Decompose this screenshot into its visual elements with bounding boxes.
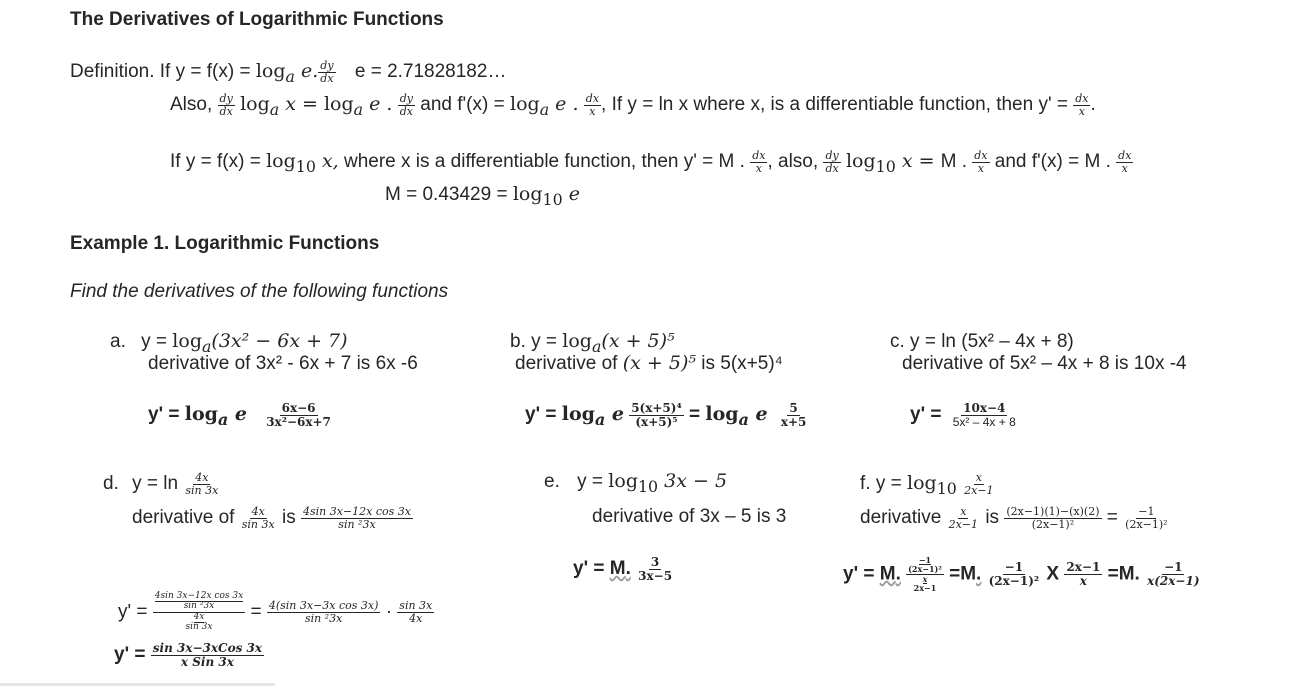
dx-x-fraction: $\frac{dx}{x}$: [585, 92, 600, 118]
dx-x-fraction: $\frac{dx}{x}$: [1075, 92, 1089, 118]
answer-e: y' = M. $\frac{3}{3x-5}$: [573, 555, 673, 583]
answer-f-fraction-2: $\frac{2x-1}{x}$: [1066, 560, 1101, 588]
dy-dx-fraction: $\frac{dy}{dx}$: [825, 149, 839, 175]
problem-d-derivative: derivative of $\frac{4x}{\sin 3x}$ is $\frac{\text{4sin 3x−12x cos 3x}}{\text{sin ²3x}}$: [132, 505, 411, 531]
definition-line-3: If $y = f(x) = \log_{10} x$, where x is a differentiable function, then y' = M . $\frac{dx}{x}$ , also, $\frac{dy}{dx}$ $\log_{10} x = M$ . $\frac{dx}{x}$ and f'(x) = M . $\frac{dx}{x}$: [170, 149, 1132, 176]
answer-b-fraction-2: $\frac{5}{x+5}$: [780, 401, 807, 429]
definition-line-1: Definition. If $y = f(x) = \log_a e$. $\frac{dy}{dx}$ e = 2.71828182…: [70, 59, 507, 86]
problem-f-derivative: derivative $\frac{x}{2x-1}$ is $\frac{(2x-1)(1)-(x)(2)}{\text{(2x−1)²}}$ = $\frac{-1}{\text{(2x−1)²}}$: [860, 505, 1168, 531]
answer-b: $y' = \log_a e$ $\frac{\text{5(x+5)⁴}}{\text{(x+5)⁵}}$ = $\log_a e$ $\frac{5}{x+5}$: [525, 401, 807, 429]
problem-c-derivative: derivative of 5x² – 4x + 8 is 10x -4: [902, 353, 1187, 374]
step-fraction: $\frac{\text{4(sin 3x−3x cos 3x)}}{\text{sin ²3x}}$: [268, 599, 379, 625]
answer-f: y' = M. −1 (2x−1)² x 2x−1 =M. $\frac{-1}{\text{(2x−1)²}}$ X $\frac{2x-1}{x}$ =M. $\frac{-1}{x(2x-1)}$: [843, 555, 1200, 594]
problem-f-fraction: $\frac{x}{2x-1}$: [964, 471, 994, 497]
example-heading: Example 1. Logarithmic Functions: [70, 233, 380, 254]
definition-line-4: $M = 0.43429 = \log_{10} e$: [385, 183, 580, 209]
answer-b-fraction-1: $\frac{\text{5(x+5)⁴}}{\text{(x+5)⁵}}$: [631, 401, 682, 429]
answer-c-fraction: $\frac{10x-4}{\text{5x² – 4x + 8}}$: [952, 401, 1016, 429]
answer-a-fraction: $\frac{6x-6}{\text{3x²−6x+7}}$: [266, 401, 331, 429]
complex-fraction: −1 (2x−1)² x 2x−1: [908, 555, 942, 594]
definition-line-2: Also, $\frac{dy}{dx}$ $\log_a x = \log_a e$ . $\frac{dy}{dx}$ and $f'(x) = \log_a e$ . $\frac{dx}{x}$ , If y = ln x where x, is a differentiable function, then y' = $\frac{dx}{x}$ .: [170, 92, 1096, 119]
answer-d-final: y' = $\frac{\text{sin 3x−3xCos 3x}}{\text{x Sin 3x}}$: [114, 641, 263, 669]
problem-b: b. $y = \log_a(x + 5)^5$: [510, 330, 675, 356]
dx-x-fraction: $\frac{dx}{x}$: [752, 149, 766, 175]
problem-e-derivative: derivative of 3x – 5 is 3: [592, 506, 787, 527]
problem-d-fraction: $\frac{4x}{\sin 3x}$: [241, 505, 275, 531]
answer-f-fraction-3: $\frac{-1}{x(2x-1)}$: [1147, 560, 1200, 588]
problem-a-derivative: derivative of 3x² - 6x + 7 is 6x -6: [148, 353, 418, 374]
answer-c: y' = $\frac{10x-4}{\text{5x² – 4x + 8}}$: [910, 401, 1016, 429]
answer-d-step-1: y' = 4sin 3x−12x cos 3x sin ²3x 4x sin 3x = $\frac{\text{4(sin 3x−3x cos 3x)}}{\text{sin ²3x}}$ · $\frac{\sin 3x}{4x}$: [118, 591, 433, 633]
problem-a: a. $y = \log_a(3x^2 - 6x + 7)$: [110, 330, 348, 356]
answer-d-fraction: $\frac{\text{sin 3x−3xCos 3x}}{\text{x Sin 3x}}$: [152, 641, 263, 669]
problem-f: f. $y = \log_{10}$ $\frac{x}{2x-1}$: [860, 471, 994, 498]
page-title: The Derivatives of Logarithmic Functions: [70, 9, 444, 30]
dy-dx-fraction: $\frac{dy}{dx}$: [219, 92, 233, 118]
dy-dx-fraction: $\frac{dy}{dx}$: [320, 59, 334, 85]
answer-e-fraction: $\frac{3}{3x-5}$: [638, 555, 673, 583]
simplified-fraction: $\frac{-1}{\text{(2x−1)²}}$: [1125, 505, 1168, 531]
problem-f-fraction: $\frac{x}{2x-1}$: [948, 505, 979, 531]
step-fraction-2: $\frac{\sin 3x}{4x}$: [399, 599, 433, 625]
dy-dx-fraction: $\frac{dy}{dx}$: [399, 92, 414, 118]
dx-x-fraction: $\frac{dx}{x}$: [1118, 149, 1132, 175]
problem-d-derivative-fraction: $\frac{\text{4sin 3x−12x cos 3x}}{\text{sin ²3x}}$: [302, 505, 411, 531]
problem-d: d. y = ln $\frac{4x}{\sin 3x}$: [103, 471, 219, 497]
example-instruction: Find the derivatives of the following functions: [70, 281, 449, 302]
problem-d-fraction: $\frac{4x}{\sin 3x}$: [185, 471, 219, 497]
answer-a: $y' = \log_a e$ $\frac{6x-6}{\text{3x²−6x+7}}$: [148, 401, 331, 429]
quotient-rule-fraction: $\frac{(2x-1)(1)-(x)(2)}{\text{(2x−1)²}}$: [1006, 505, 1100, 531]
complex-fraction: 4sin 3x−12x cos 3x sin ²3x 4x sin 3x: [154, 591, 244, 633]
dx-x-fraction: $\frac{dx}{x}$: [974, 149, 988, 175]
answer-f-fraction-1: $\frac{-1}{\text{(2x−1)²}}$: [988, 560, 1040, 588]
problem-c: c. y = ln (5x² – 4x + 8): [890, 331, 1074, 352]
problem-e: e. $y = \log_{10} 3x - 5$: [544, 470, 728, 496]
problem-b-derivative: derivative of (x + 5)⁵ is 5(x+5)⁴: [515, 352, 783, 374]
